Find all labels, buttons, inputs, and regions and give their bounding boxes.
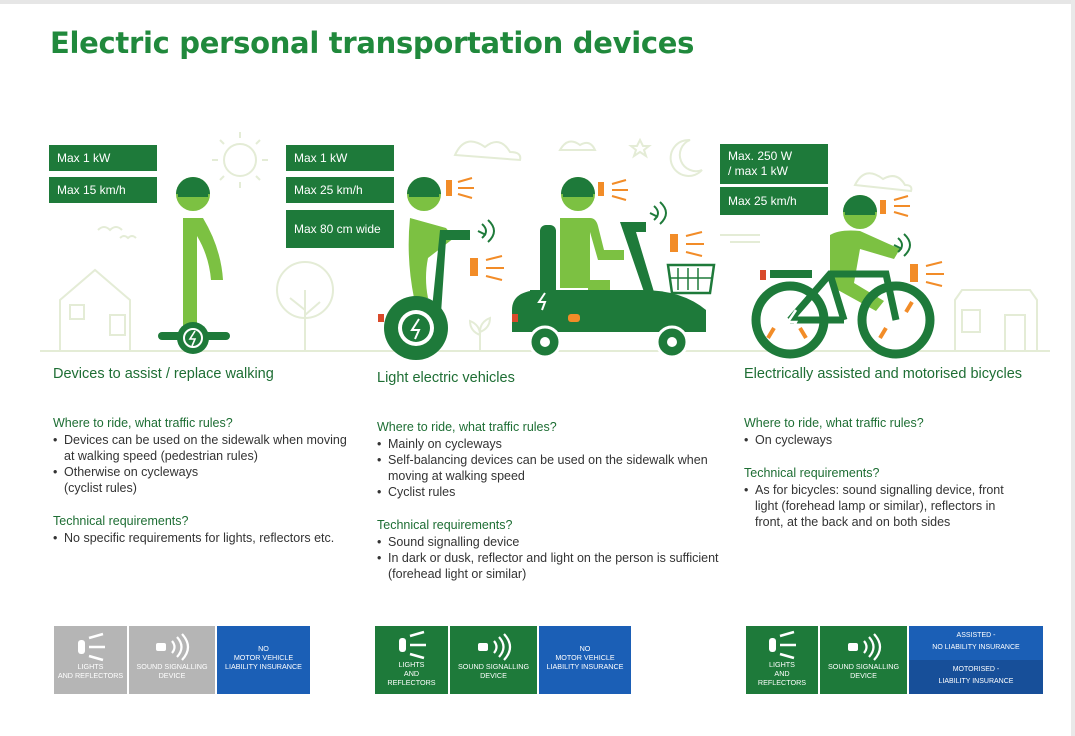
motorised-label-line1: MOTORISED - xyxy=(952,666,1000,673)
spec-light-power: Max 1 kW xyxy=(286,145,394,171)
lights-label-line1: LIGHTS xyxy=(398,660,425,669)
tech-list xyxy=(744,482,1059,530)
insurance-label-line3: LIABILITY INSURANCE xyxy=(546,662,624,671)
column-walking-devices xyxy=(53,366,363,564)
spec-walking-speed: Max 15 km/h xyxy=(49,177,157,203)
light-icon xyxy=(395,630,429,660)
list-item: • Devices can be used on the sidewalk when moving at walking speed (pedestrian rules) xyxy=(53,432,354,464)
lights-label-line1: LIGHTS xyxy=(77,662,104,671)
sound-label-line1: SOUND SIGNALLING xyxy=(827,662,900,671)
list-item: • Cyclist rules xyxy=(377,484,737,500)
light-icon xyxy=(765,630,799,660)
tech-heading: Technical requirements? xyxy=(53,514,189,528)
lights-reflectors-box xyxy=(746,626,818,694)
spec-walking-power: Max 1 kW xyxy=(49,145,157,171)
list-item: • Otherwise on cycleways (cyclist rules) xyxy=(53,464,214,496)
lights-label-line1: LIGHTS xyxy=(769,660,795,669)
insurance-box xyxy=(217,626,310,694)
sound-signal-box xyxy=(450,626,537,694)
tech-list xyxy=(377,534,737,582)
tech-heading: Technical requirements? xyxy=(377,518,513,532)
light-icon xyxy=(74,632,108,662)
ebicycle-icon xyxy=(756,195,944,354)
lights-label-reflectors: REFLECTORS xyxy=(757,678,807,687)
list-item: • Mainly on cycleways xyxy=(377,436,737,452)
devices-illustration xyxy=(0,110,1075,360)
where-heading: Where to ride, what traffic rules? xyxy=(744,416,924,430)
page-title: Electric personal transportation devices xyxy=(50,26,695,60)
sound-signal-box xyxy=(820,626,907,694)
sound-icon xyxy=(152,632,192,662)
sound-label-line1: SOUND SIGNALLING xyxy=(457,662,530,671)
sound-icon xyxy=(474,632,514,662)
column-electric-bicycles xyxy=(744,366,1059,548)
lights-reflectors-box xyxy=(375,626,448,694)
tech-list xyxy=(53,530,363,546)
list-item: • Self-balancing devices can be used on the sidewalk when moving at walking speed xyxy=(377,452,728,484)
list-item: • As for bicycles: sound signalling device, front light (forehead lamp or similar), reflectors in front, at the back and on both sides xyxy=(744,482,1025,530)
segway-device-icon xyxy=(378,177,504,360)
lights-label-and: AND xyxy=(774,669,790,678)
lights-label-line2: AND REFLECTORS xyxy=(57,671,124,680)
spec-light-speed: Max 25 km/h xyxy=(286,177,394,203)
list-item: • Sound signalling device xyxy=(377,534,737,550)
lights-reflectors-box xyxy=(54,626,127,694)
insurance-label-line1: NO xyxy=(579,644,591,653)
tech-heading: Technical requirements? xyxy=(744,466,880,480)
column-light-electric-vehicles xyxy=(377,366,737,600)
assisted-insurance-box xyxy=(909,626,1043,660)
spec-bicycle-power-line2: / max 1 kW xyxy=(728,164,789,178)
assisted-label-line2: NO LIABILITY INSURANCE xyxy=(932,644,1020,651)
where-list xyxy=(744,432,1059,448)
sound-label-line2: DEVICE xyxy=(158,671,186,680)
lights-label-reflectors: REFLECTORS xyxy=(387,678,436,687)
sound-label-line1: SOUND SIGNALLING xyxy=(136,662,208,671)
spec-bicycle-power-line1: Max. 250 W xyxy=(728,149,793,163)
sound-label-line2: DEVICE xyxy=(850,671,877,680)
page-frame-top xyxy=(0,0,1075,4)
mobility-scooter-icon xyxy=(512,177,714,357)
insurance-box xyxy=(539,626,631,694)
lights-label-and: AND xyxy=(403,669,420,678)
insurance-label-line3: LIABILITY INSURANCE xyxy=(225,662,302,671)
sound-signal-box xyxy=(129,626,215,694)
sound-label-line2: DEVICE xyxy=(480,671,507,680)
list-item: • On cycleways xyxy=(744,432,1059,448)
where-heading: Where to ride, what traffic rules? xyxy=(53,416,233,430)
column-heading: Electrically assisted and motorised bicycles xyxy=(744,366,1023,382)
sound-icon xyxy=(844,632,884,662)
spec-light-width: Max 80 cm wide xyxy=(286,210,394,248)
insurance-label-line2: MOTOR VEHICLE xyxy=(555,653,615,662)
insurance-label-line2: MOTOR VEHICLE xyxy=(233,653,294,662)
column-heading: Devices to assist / replace walking xyxy=(53,366,274,382)
insurance-label-line1: NO xyxy=(258,644,269,653)
where-list xyxy=(53,432,363,496)
walking-device-icon xyxy=(158,177,230,354)
column-heading: Light electric vehicles xyxy=(377,370,515,386)
motorised-label-line2: LIABILITY INSURANCE xyxy=(938,678,1014,685)
list-item: • In dark or dusk, reflector and light on the person is sufficient (forehead light or similar) xyxy=(377,550,733,582)
motorised-insurance-box xyxy=(909,660,1043,694)
spec-bicycle-speed: Max 25 km/h xyxy=(720,187,828,215)
list-item: • No specific requirements for lights, reflectors etc. xyxy=(53,530,363,546)
where-list xyxy=(377,436,737,500)
where-heading: Where to ride, what traffic rules? xyxy=(377,420,557,434)
assisted-label-line1: ASSISTED - xyxy=(956,632,996,639)
